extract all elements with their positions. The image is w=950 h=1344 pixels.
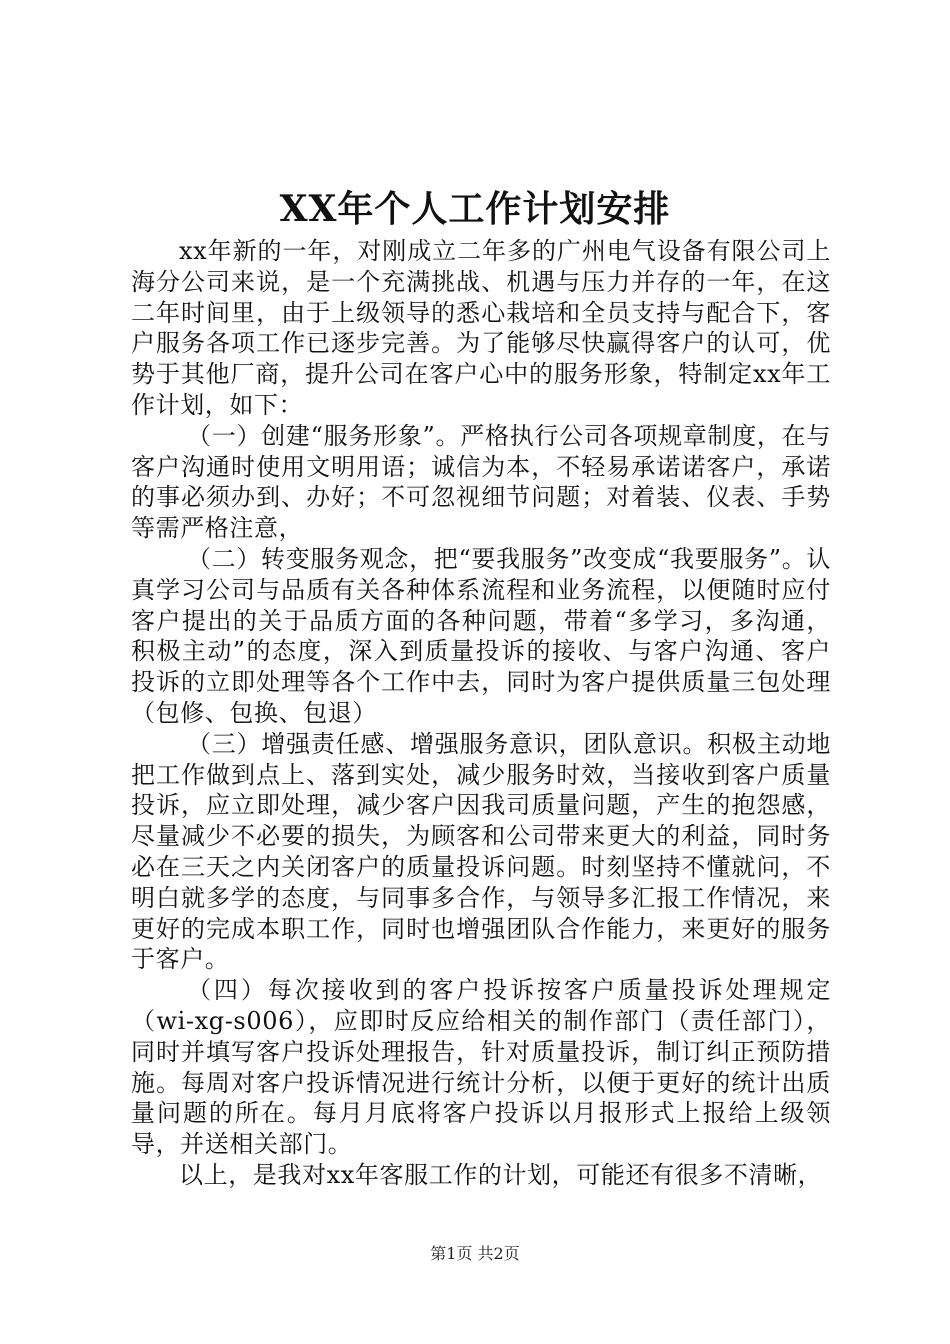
paragraph-item-4: （四）每次接收到的客户投诉按客户质量投诉处理规定（wi-xg-s006），应即时反应给相关的制作部门（责任部门），同时并填写客户投诉处理报告，针对质量投诉，制订纠正预防措施。每周对客户投诉情况进行统计分析，以便于更好的统计出质量问题的所在。每月月底将客户投诉以月报形式上报给上级领导，并送相关部门。: [131, 976, 831, 1159]
paragraph-item-1: （一）创建“服务形象”。严格执行公司各项规章制度，在与客户沟通时使用文明用语；诚信为本，不轻易承诺诺客户，承诺的事必须办到、办好；不可忽视细节问题；对着装、仪表、手势等需严格注意，: [131, 421, 831, 543]
document-body: [131, 236, 831, 1191]
paragraph-closing: 以上，是我对xx年客服工作的计划，可能还有很多不清晰，: [179, 1160, 823, 1189]
document-title: XX年个人工作计划安排: [279, 188, 671, 230]
page-number-footer: 第1页 共2页: [430, 1244, 520, 1263]
paragraph-item-3: （三）增强责任感、增强服务意识，团队意识。积极主动地把工作做到点上、落到实处，减少服务时效，当接收到客户质量投诉，应立即处理，减少客户因我司质量问题，产生的抱怨感，尽量减少不必要的损失，为顾客和公司带来更大的利益，同时务必在三天之内关闭客户的质量投诉问题。时刻坚持不懂就问，不明白就多学的态度，与同事多合作，与领导多汇报工作情况，来更好的完成本职工作，同时也增强团队合作能力，来更好的服务于客户。: [131, 729, 831, 974]
paragraph-item-2: （二）转变服务观念，把“要我服务”改变成“我要服务”。认真学习公司与品质有关各种体系流程和业务流程，以便随时应付客户提出的关于品质方面的各种问题，带着“多学习，多沟通，积极主动”的态度，深入到质量投诉的接收、与客户沟通、客户投诉的立即处理等各个工作中去，同时为客户提供质量三包处理（包修、包换、包退）: [131, 544, 831, 727]
paragraph-intro: xx年新的一年，对刚成立二年多的广州电气设备有限公司上海分公司来说，是一个充满挑战、机遇与压力并存的一年，在这二年时间里，由于上级领导的悉心栽培和全员支持与配合下，客户服务各项工作已逐步完善。为了能够尽快赢得客户的认可，优势于其他厂商，提升公司在客户心中的服务形象，特制定xx年工作计划，如下：: [131, 237, 831, 419]
